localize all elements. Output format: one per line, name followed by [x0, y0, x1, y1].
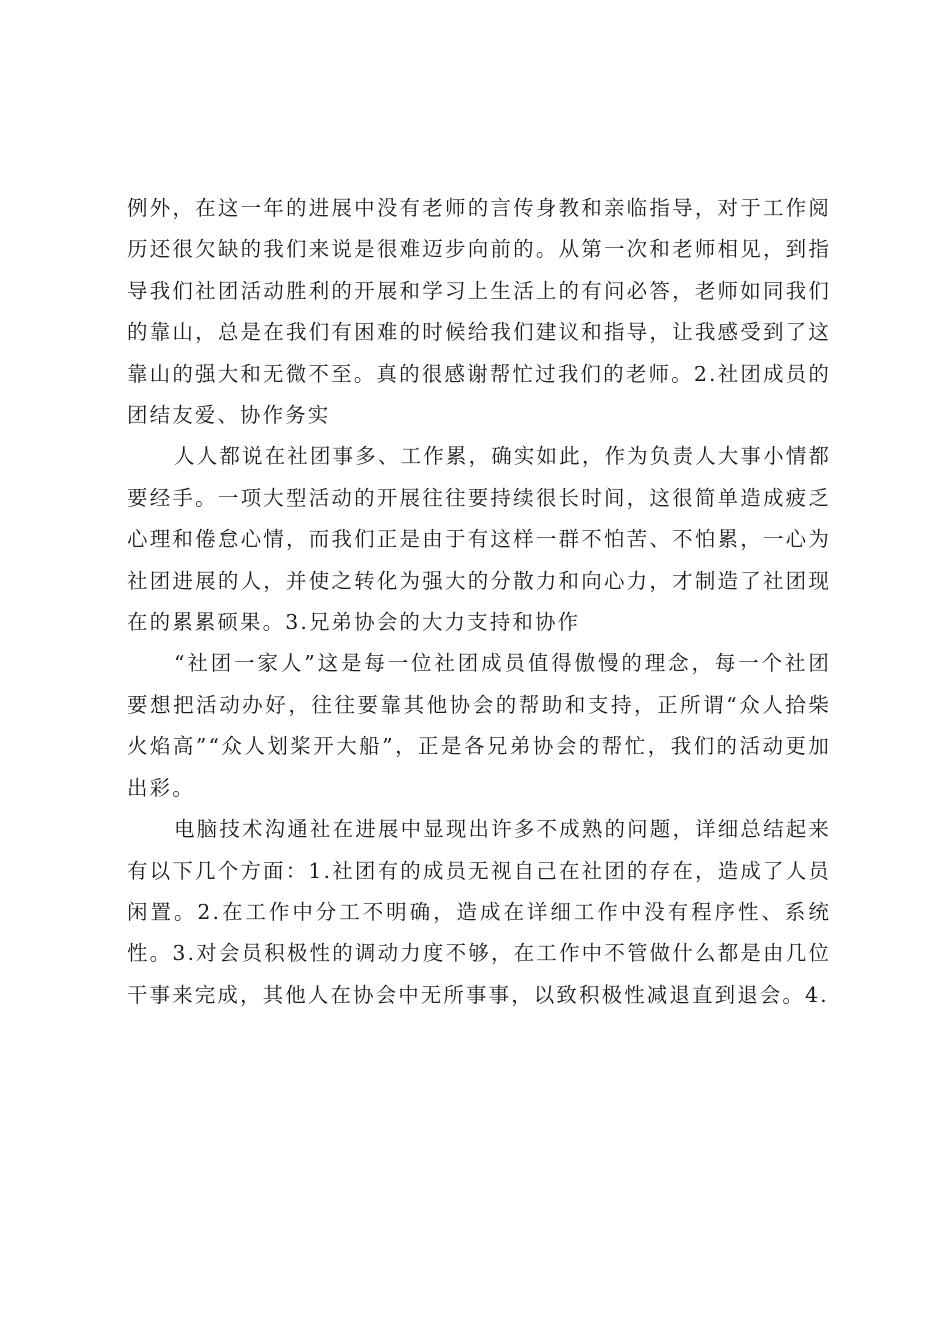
paragraph-teacher-guidance: 例外，在这一年的进展中没有老师的言传身教和亲临指导，对于工作阅历还很欠缺的我们来说是很难迈步向前的。从第一次和老师相见，到指导我们社团活动胜利的开展和学习上生活上的有问必答，老师如同我们的靠山，总是在我们有困难的时候给我们建议和指导，让我感受到了这靠山的强大和无微不至。真的很感谢帮忙过我们的老师。2.社团成员的团结友爱、协作务实: [127, 196, 831, 428]
document-body: [127, 188, 831, 1016]
paragraph-club-family: “社团一家人”这是每一位社团成员值得傲慢的理念，每一个社团要想把活动办好，往往要靠其他协会的帮助和支持，正所谓“众人拾柴火焰高”“众人划桨开大船”，正是各兄弟协会的帮忙，我们的活动更加出彩。: [127, 651, 831, 800]
paragraph-problems: 电脑技术沟通社在进展中显现出许多不成熟的问题，详细总结起来有以下几个方面：1.社团有的成员无视自己在社团的存在，造成了人员闲置。2.在工作中分工不明确，造成在详细工作中没有程序性、系统性。3.对会员积极性的调动力度不够，在工作中不管做什么都是由几位干事来完成，其他人在协会中无所事事，以致积极性减退直到退会。4.: [127, 817, 831, 1007]
paragraph-member-unity: 人人都说在社团事多、工作累，确实如此，作为负责人大事小情都要经手。一项大型活动的开展往往要持续很长时间，这很简单造成疲乏心理和倦怠心情，而我们正是由于有这样一群不怕苦、不怕累，一心为社团进展的人，并使之转化为强大的分散力和向心力，才制造了社团现在的累累硕果。3.兄弟协会的大力支持和协作: [127, 444, 831, 635]
